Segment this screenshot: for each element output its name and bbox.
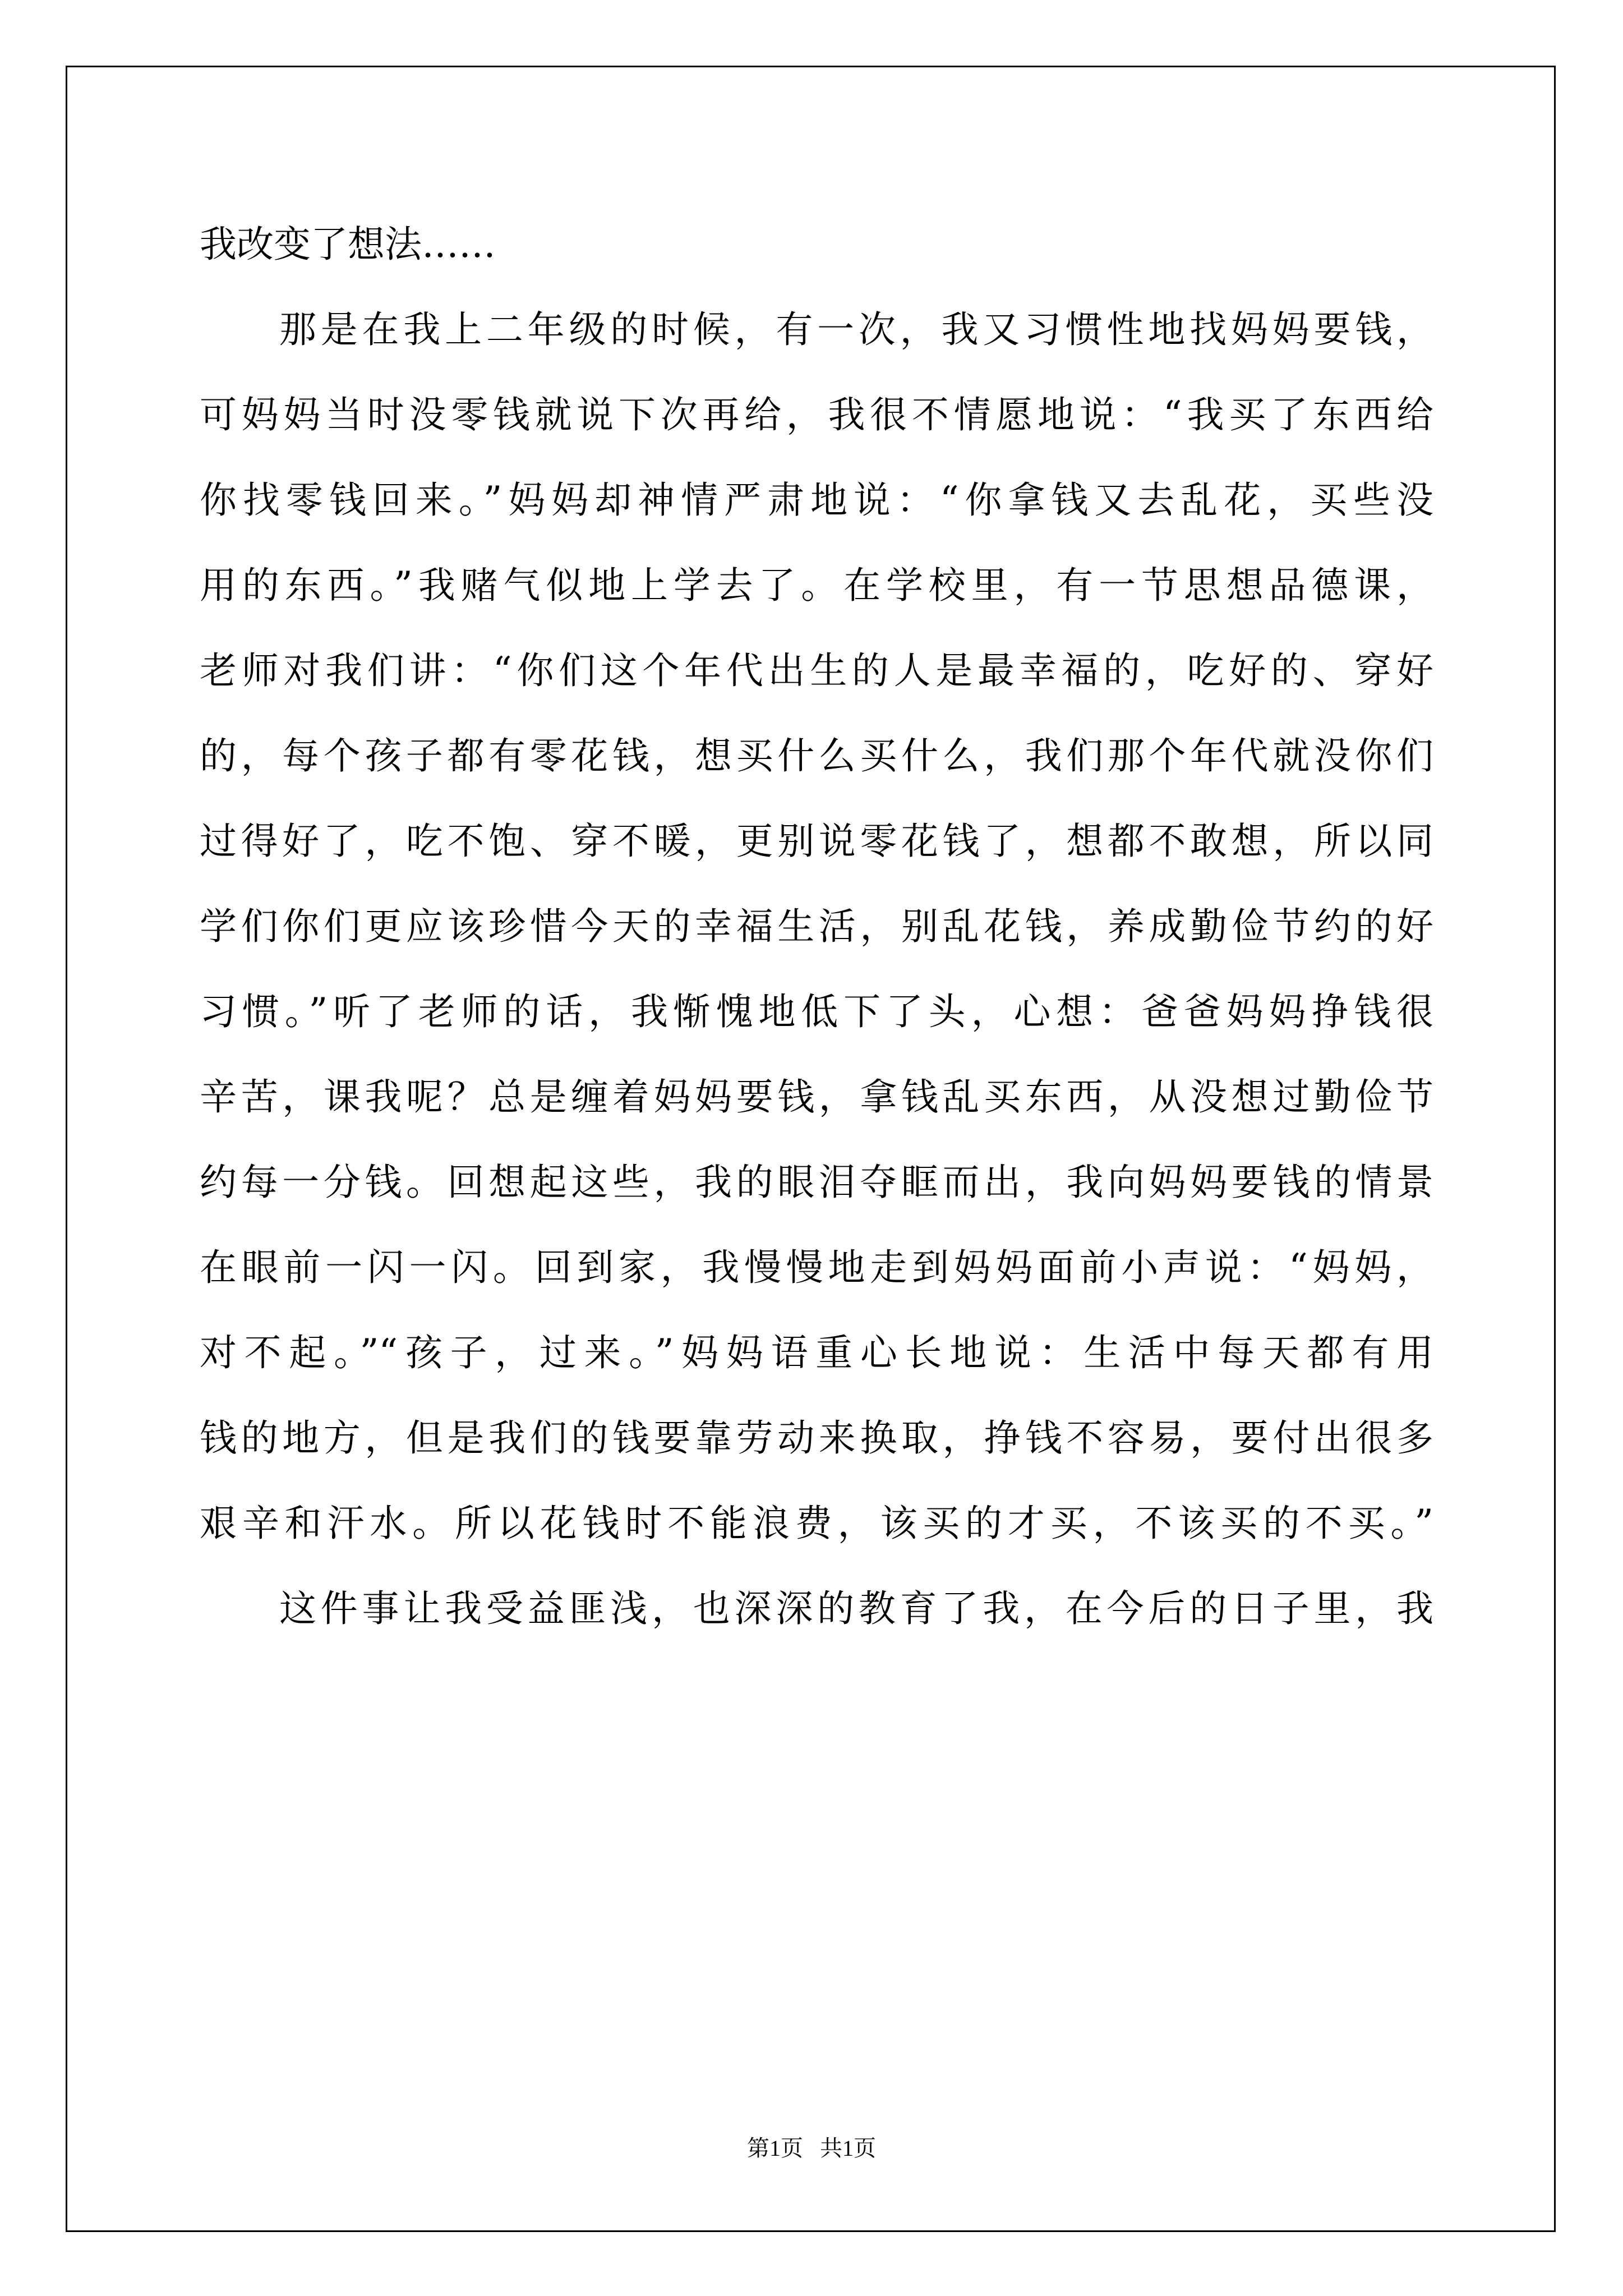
text-line-6: 老师对我们讲：“你们这个年代出生的人是最幸福的，吃好的、穿好 (200, 649, 1433, 692)
text-line-15: 钱的地方，但是我们的钱要靠劳动来换取，挣钱不容易，要付出很多 (200, 1416, 1433, 1460)
text-line-12: 约每一分钱。回想起这些，我的眼泪夺眶而出，我向妈妈要钱的情景 (200, 1161, 1433, 1204)
text-line-3: 可妈妈当时没零钱就说下次再给，我很不情愿地说：“我买了东西给 (200, 393, 1433, 436)
text-line-1: 我改变了想法…… (200, 223, 496, 266)
text-line-7: 的，每个孩子都有零花钱，想买什么买什么，我们那个年代就没你们 (200, 734, 1433, 777)
text-line-16: 艰辛和汗水。所以花钱时不能浪费，该买的才买，不该买的不买。” (200, 1502, 1433, 1545)
text-line-17: 这件事让我受益匪浅，也深深的教育了我，在今后的日子里，我 (279, 1587, 1433, 1630)
text-line-5: 用的东西。”我赌气似地上学去了。在学校里，有一节思想品德课， (200, 564, 1433, 607)
page-number-footer: 第1页 共1页 (747, 2136, 876, 2161)
text-line-13: 在眼前一闪一闪。回到家，我慢慢地走到妈妈面前小声说：“妈妈， (200, 1246, 1433, 1289)
document-body (200, 202, 1433, 1651)
text-line-9: 学们你们更应该珍惜今天的幸福生活，别乱花钱，养成勤俭节约的好 (200, 905, 1433, 948)
text-line-2: 那是在我上二年级的时候，有一次，我又习惯性地找妈妈要钱， (279, 308, 1433, 351)
text-line-4: 你找零钱回来。”妈妈却神情严肃地说：“你拿钱又去乱花，买些没 (200, 478, 1433, 522)
text-line-11: 辛苦，课我呢？总是缠着妈妈要钱，拿钱乱买东西，从没想过勤俭节 (200, 1075, 1433, 1119)
text-line-14: 对不起。”“孩子，过来。”妈妈语重心长地说：生活中每天都有用 (200, 1331, 1433, 1374)
text-line-8: 过得好了，吃不饱、穿不暖，更别说零花钱了，想都不敢想，所以同 (200, 820, 1433, 863)
text-line-10: 习惯。”听了老师的话，我惭愧地低下了头，心想：爸爸妈妈挣钱很 (200, 990, 1433, 1033)
